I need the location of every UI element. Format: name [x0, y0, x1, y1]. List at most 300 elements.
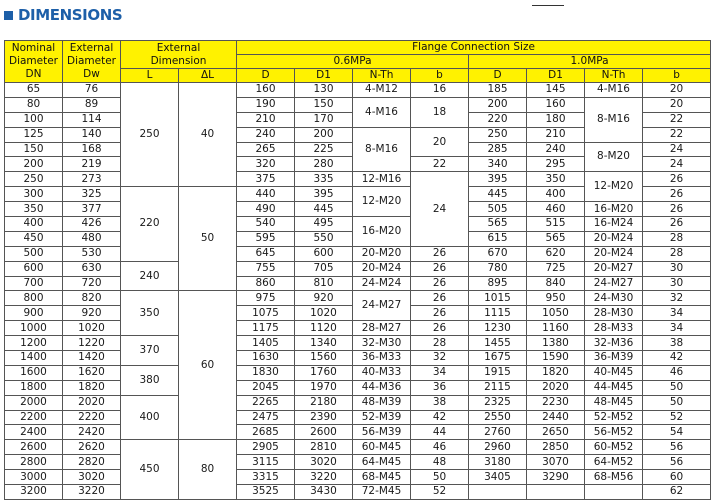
- table-cell: 2600: [295, 425, 353, 440]
- table-cell: 185: [469, 83, 527, 98]
- table-cell: 350: [527, 172, 585, 187]
- table-cell: 1340: [295, 336, 353, 351]
- table-cell: 1020: [63, 321, 121, 336]
- table-cell: [527, 485, 585, 500]
- table-cell: 780: [469, 261, 527, 276]
- table-cell: 28-M33: [585, 321, 643, 336]
- table-cell: 810: [295, 276, 353, 291]
- table-cell: 2045: [237, 380, 295, 395]
- table-cell: 100: [5, 112, 63, 127]
- table-cell: 42: [411, 410, 469, 425]
- table-cell: 1420: [63, 351, 121, 366]
- table-cell: 1400: [5, 351, 63, 366]
- table-cell: 2230: [527, 395, 585, 410]
- external-delta-L: 40: [179, 83, 237, 187]
- table-cell: 295: [527, 157, 585, 172]
- header-external-dimension: External Dimension: [121, 41, 237, 69]
- table-cell: 2020: [527, 380, 585, 395]
- table-cell: 72-M45: [353, 485, 411, 500]
- table-cell: 1800: [5, 380, 63, 395]
- table-cell: 705: [295, 261, 353, 276]
- table-cell: 280: [295, 157, 353, 172]
- table-cell: 240: [237, 127, 295, 142]
- table-cell: 52-M52: [585, 410, 643, 425]
- table-cell: 3115: [237, 455, 295, 470]
- table-cell: 2800: [5, 455, 63, 470]
- table-cell: 30: [643, 261, 711, 276]
- table-cell: 1015: [469, 291, 527, 306]
- table-cell: 3220: [295, 470, 353, 485]
- table-cell: 265: [237, 142, 295, 157]
- header-flange-connection-size: Flange Connection Size: [237, 41, 711, 55]
- table-cell: 350: [5, 202, 63, 217]
- table-cell: 60-M45: [353, 440, 411, 455]
- table-cell: 3020: [63, 470, 121, 485]
- table-cell: 20-M27: [585, 261, 643, 276]
- table-cell: 60: [643, 470, 711, 485]
- header-b-06: b: [411, 69, 469, 83]
- table-cell: 565: [527, 231, 585, 246]
- table-cell: 445: [295, 202, 353, 217]
- table-cell: 670: [469, 246, 527, 261]
- table-cell: 1820: [527, 365, 585, 380]
- table-cell: 2850: [527, 440, 585, 455]
- table-row: [5, 470, 711, 485]
- table-cell: 2685: [237, 425, 295, 440]
- table-cell: 28: [411, 336, 469, 351]
- table-row: [5, 321, 711, 336]
- table-cell: 1915: [469, 365, 527, 380]
- table-cell: 2400: [5, 425, 63, 440]
- table-row: [5, 291, 711, 306]
- table-cell: 4-M16: [585, 83, 643, 98]
- table-cell: 2620: [63, 440, 121, 455]
- table-cell: 2550: [469, 410, 527, 425]
- table-cell: 12-M20: [585, 172, 643, 202]
- table-cell: 22: [411, 157, 469, 172]
- table-cell: 26: [643, 217, 711, 232]
- table-cell: 26: [411, 291, 469, 306]
- table-cell: 700: [5, 276, 63, 291]
- table-cell: 20: [411, 127, 469, 157]
- table-cell: 2000: [5, 395, 63, 410]
- table-row: [5, 455, 711, 470]
- header-delta-L: ΔL: [179, 69, 237, 83]
- dimensions-table: [4, 40, 711, 500]
- table-cell: 3020: [295, 455, 353, 470]
- table-cell: 64-M52: [585, 455, 643, 470]
- table-cell: 620: [527, 246, 585, 261]
- table-cell: 2820: [63, 455, 121, 470]
- table-cell: 8-M20: [585, 142, 643, 172]
- table-cell: 1075: [237, 306, 295, 321]
- table-cell: 20: [643, 97, 711, 112]
- table-row: [5, 276, 711, 291]
- table-cell: 2960: [469, 440, 527, 455]
- table-row: [5, 380, 711, 395]
- table-cell: 1175: [237, 321, 295, 336]
- table-cell: 4-M16: [353, 97, 411, 127]
- table-cell: 22: [643, 112, 711, 127]
- table-cell: 920: [63, 306, 121, 321]
- table-cell: 340: [469, 157, 527, 172]
- table-cell: 56: [643, 440, 711, 455]
- table-cell: 325: [63, 187, 121, 202]
- external-delta-L: 80: [179, 440, 237, 500]
- table-cell: 46: [411, 440, 469, 455]
- table-cell: 34: [411, 365, 469, 380]
- table-cell: 440: [237, 187, 295, 202]
- table-cell: 720: [63, 276, 121, 291]
- divider: [532, 5, 564, 6]
- table-cell: 80: [5, 97, 63, 112]
- table-cell: 3180: [469, 455, 527, 470]
- table-cell: 900: [5, 306, 63, 321]
- table-cell: 89: [63, 97, 121, 112]
- table-cell: 1115: [469, 306, 527, 321]
- table-cell: 630: [63, 261, 121, 276]
- table-cell: 375: [237, 172, 295, 187]
- table-cell: 1560: [295, 351, 353, 366]
- table-cell: 62: [643, 485, 711, 500]
- table-cell: 300: [5, 187, 63, 202]
- table-cell: 460: [527, 202, 585, 217]
- table-cell: 2390: [295, 410, 353, 425]
- table-cell: 1220: [63, 336, 121, 351]
- table-cell: 32-M30: [353, 336, 411, 351]
- table-cell: 150: [295, 97, 353, 112]
- table-cell: 28: [643, 246, 711, 261]
- table-cell: 500: [5, 246, 63, 261]
- page-title: [4, 4, 122, 26]
- table-cell: 2115: [469, 380, 527, 395]
- table-cell: 2020: [63, 395, 121, 410]
- table-cell: 1630: [237, 351, 295, 366]
- header-pressure-10: 1.0MPa: [469, 55, 711, 69]
- table-cell: 12-M16: [353, 172, 411, 187]
- table-cell: 160: [237, 83, 295, 98]
- table-cell: 34: [643, 321, 711, 336]
- table-cell: 20-M24: [585, 246, 643, 261]
- table-cell: 76: [63, 83, 121, 98]
- table-cell: 26: [643, 202, 711, 217]
- table-cell: 54: [643, 425, 711, 440]
- table-cell: 3220: [63, 485, 121, 500]
- table-cell: 160: [527, 97, 585, 112]
- table-cell: 18: [411, 97, 469, 127]
- table-cell: 1120: [295, 321, 353, 336]
- table-cell: 1600: [5, 365, 63, 380]
- table-cell: 180: [527, 112, 585, 127]
- table-cell: 24: [643, 142, 711, 157]
- table-cell: 1830: [237, 365, 295, 380]
- table-cell: 16-M24: [585, 217, 643, 232]
- table-cell: 600: [295, 246, 353, 261]
- table-cell: 2600: [5, 440, 63, 455]
- table-cell: 840: [527, 276, 585, 291]
- table-cell: 200: [5, 157, 63, 172]
- table-cell: 46: [643, 365, 711, 380]
- table-cell: 28-M30: [585, 306, 643, 321]
- table-row: [5, 395, 711, 410]
- table-cell: 56-M39: [353, 425, 411, 440]
- table-row: [5, 246, 711, 261]
- table-cell: 2440: [527, 410, 585, 425]
- table-row: [5, 172, 711, 187]
- table-cell: 1760: [295, 365, 353, 380]
- table-cell: 40-M33: [353, 365, 411, 380]
- table-cell: 36-M39: [585, 351, 643, 366]
- table-row: [5, 336, 711, 351]
- table-cell: 24-M24: [353, 276, 411, 291]
- header-D-10: D: [469, 69, 527, 83]
- table-cell: 400: [527, 187, 585, 202]
- header-D-06: D: [237, 69, 295, 83]
- table-row: [5, 217, 711, 232]
- table-row: [5, 261, 711, 276]
- table-cell: 240: [527, 142, 585, 157]
- table-cell: 220: [469, 112, 527, 127]
- table-row: [5, 83, 711, 98]
- table-cell: 170: [295, 112, 353, 127]
- table-cell: 1050: [527, 306, 585, 321]
- table-cell: 20-M20: [353, 246, 411, 261]
- table-cell: 40-M45: [585, 365, 643, 380]
- table-cell: 400: [5, 217, 63, 232]
- table-cell: 68-M56: [585, 470, 643, 485]
- table-cell: 56-M52: [585, 425, 643, 440]
- table-cell: 20-M24: [353, 261, 411, 276]
- table-cell: 3290: [527, 470, 585, 485]
- table-cell: 450: [5, 231, 63, 246]
- table-cell: 1160: [527, 321, 585, 336]
- table-cell: 895: [469, 276, 527, 291]
- table-cell: 219: [63, 157, 121, 172]
- table-cell: 130: [295, 83, 353, 98]
- table-cell: 32: [643, 291, 711, 306]
- table-cell: 615: [469, 231, 527, 246]
- table-cell: 565: [469, 217, 527, 232]
- table-cell: 52-M39: [353, 410, 411, 425]
- table-cell: 1405: [237, 336, 295, 351]
- table-cell: 24-M27: [353, 291, 411, 321]
- table-cell: 3525: [237, 485, 295, 500]
- table-cell: 125: [5, 127, 63, 142]
- table-cell: 16: [411, 83, 469, 98]
- table-cell: 2810: [295, 440, 353, 455]
- table-cell: 2265: [237, 395, 295, 410]
- header-D1-10: D1: [527, 69, 585, 83]
- table-cell: 540: [237, 217, 295, 232]
- table-row: [5, 485, 711, 500]
- table-cell: 32: [411, 351, 469, 366]
- table-cell: 145: [527, 83, 585, 98]
- table-row: [5, 425, 711, 440]
- table-cell: 26: [411, 261, 469, 276]
- table-cell: 377: [63, 202, 121, 217]
- table-cell: 505: [469, 202, 527, 217]
- table-cell: 600: [5, 261, 63, 276]
- table-cell: 273: [63, 172, 121, 187]
- table-cell: 3405: [469, 470, 527, 485]
- table-cell: 28-M27: [353, 321, 411, 336]
- table-cell: 8-M16: [585, 97, 643, 142]
- table-cell: 210: [237, 112, 295, 127]
- table-cell: 114: [63, 112, 121, 127]
- table-cell: 490: [237, 202, 295, 217]
- external-L: 400: [121, 395, 179, 440]
- table-cell: 395: [295, 187, 353, 202]
- table-row: [5, 97, 711, 112]
- table-cell: 1675: [469, 351, 527, 366]
- table-cell: 1020: [295, 306, 353, 321]
- table-cell: 200: [295, 127, 353, 142]
- table-cell: 26: [411, 276, 469, 291]
- table-cell: 26: [643, 172, 711, 187]
- header-pressure-06: 0.6MPa: [237, 55, 469, 69]
- table-cell: 65: [5, 83, 63, 98]
- table-cell: 16-M20: [353, 217, 411, 247]
- table-cell: 20: [643, 83, 711, 98]
- table-cell: 50: [643, 395, 711, 410]
- table-cell: [469, 485, 527, 500]
- external-delta-L: 50: [179, 187, 237, 291]
- table-cell: 2220: [63, 410, 121, 425]
- table-cell: 3070: [527, 455, 585, 470]
- table-cell: 1590: [527, 351, 585, 366]
- table-cell: 395: [469, 172, 527, 187]
- table-cell: 335: [295, 172, 353, 187]
- table-cell: 1620: [63, 365, 121, 380]
- table-cell: 48: [411, 455, 469, 470]
- table-cell: 1970: [295, 380, 353, 395]
- table-cell: 530: [63, 246, 121, 261]
- header-NTh-10: N-Th: [585, 69, 643, 83]
- table-cell: 34: [643, 306, 711, 321]
- table-cell: 426: [63, 217, 121, 232]
- table-cell: 32-M36: [585, 336, 643, 351]
- table-cell: 42: [643, 351, 711, 366]
- table-cell: 44-M45: [585, 380, 643, 395]
- table-cell: 1380: [527, 336, 585, 351]
- table-cell: 445: [469, 187, 527, 202]
- external-L: 220: [121, 187, 179, 261]
- table-cell: 26: [643, 187, 711, 202]
- external-L: 380: [121, 365, 179, 395]
- table-cell: 860: [237, 276, 295, 291]
- table-cell: 225: [295, 142, 353, 157]
- table-cell: 36-M33: [353, 351, 411, 366]
- table-cell: 26: [411, 306, 469, 321]
- table-cell: 1230: [469, 321, 527, 336]
- table-cell: 480: [63, 231, 121, 246]
- external-L: 240: [121, 261, 179, 291]
- table-row: [5, 365, 711, 380]
- table-cell: 190: [237, 97, 295, 112]
- table-cell: 1000: [5, 321, 63, 336]
- table-cell: 3200: [5, 485, 63, 500]
- table-cell: 24: [411, 172, 469, 246]
- table-cell: 16-M20: [585, 202, 643, 217]
- table-cell: 20-M24: [585, 231, 643, 246]
- table-cell: 24-M27: [585, 276, 643, 291]
- external-L: 450: [121, 440, 179, 500]
- table-cell: 2760: [469, 425, 527, 440]
- table-cell: 2325: [469, 395, 527, 410]
- table-cell: 50: [411, 470, 469, 485]
- title-square-icon: [4, 11, 13, 20]
- table-cell: 38: [643, 336, 711, 351]
- external-L: 370: [121, 336, 179, 366]
- table-cell: 595: [237, 231, 295, 246]
- table-cell: 820: [63, 291, 121, 306]
- table-cell: 150: [5, 142, 63, 157]
- table-cell: 44: [411, 425, 469, 440]
- table-cell: 200: [469, 97, 527, 112]
- table-cell: 2420: [63, 425, 121, 440]
- header-L: L: [121, 69, 179, 83]
- table-cell: 950: [527, 291, 585, 306]
- table-cell: 800: [5, 291, 63, 306]
- table-cell: 8-M16: [353, 127, 411, 172]
- table-cell: 645: [237, 246, 295, 261]
- table-cell: 920: [295, 291, 353, 306]
- table-cell: 48-M45: [585, 395, 643, 410]
- table-row: [5, 351, 711, 366]
- table-cell: 250: [5, 172, 63, 187]
- table-cell: 210: [527, 127, 585, 142]
- table-cell: 28: [643, 231, 711, 246]
- header-D1-06: D1: [295, 69, 353, 83]
- header-nominal-diameter: Nominal Diameter DN: [5, 41, 63, 83]
- table-cell: 140: [63, 127, 121, 142]
- table-cell: 320: [237, 157, 295, 172]
- table-cell: 250: [469, 127, 527, 142]
- table-cell: 3315: [237, 470, 295, 485]
- table-cell: 38: [411, 395, 469, 410]
- table-cell: 64-M45: [353, 455, 411, 470]
- table-cell: 3430: [295, 485, 353, 500]
- table-cell: 975: [237, 291, 295, 306]
- table-cell: 3000: [5, 470, 63, 485]
- table-cell: 44-M36: [353, 380, 411, 395]
- table-cell: 68-M45: [353, 470, 411, 485]
- table-cell: 52: [411, 485, 469, 500]
- external-delta-L: 60: [179, 291, 237, 440]
- table-cell: 4-M12: [353, 83, 411, 98]
- table-cell: 52: [643, 410, 711, 425]
- table-cell: 1200: [5, 336, 63, 351]
- table-row: [5, 440, 711, 455]
- table-cell: 2650: [527, 425, 585, 440]
- table-cell: 22: [643, 127, 711, 142]
- header-NTh-06: N-Th: [353, 69, 411, 83]
- table-cell: 36: [411, 380, 469, 395]
- table-cell: 1820: [63, 380, 121, 395]
- table-cell: 12-M20: [353, 187, 411, 217]
- table-cell: 495: [295, 217, 353, 232]
- table-cell: 515: [527, 217, 585, 232]
- table-cell: 26: [411, 321, 469, 336]
- table-cell: 1455: [469, 336, 527, 351]
- table-cell: 48-M39: [353, 395, 411, 410]
- table-cell: 30: [643, 276, 711, 291]
- table-cell: [585, 485, 643, 500]
- header-external-diameter: External Diameter Dw: [63, 41, 121, 83]
- external-L: 350: [121, 291, 179, 336]
- table-cell: 725: [527, 261, 585, 276]
- table-cell: 2905: [237, 440, 295, 455]
